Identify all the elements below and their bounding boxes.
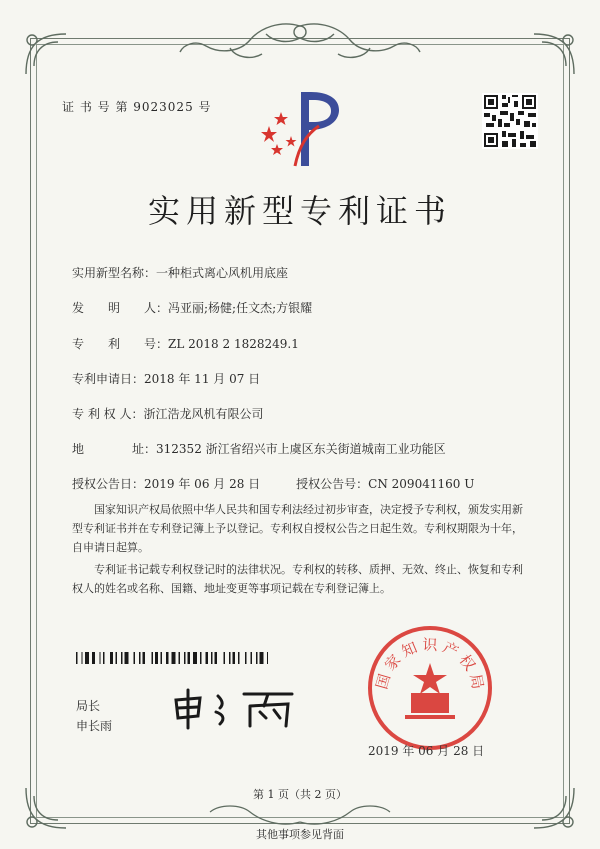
field-label: 授权公告日： bbox=[72, 477, 145, 491]
seal-date: 2019 年 06 月 28 日 bbox=[368, 744, 485, 758]
patent-office-logo bbox=[255, 86, 347, 172]
patent-number-row bbox=[72, 335, 299, 352]
field-value: 2018 年 11 月 07 日 bbox=[144, 372, 261, 386]
inventor-row bbox=[72, 299, 312, 316]
field-label: 地 址： bbox=[72, 442, 157, 456]
seal-text: 国家知识产权局 bbox=[372, 635, 488, 695]
corner-ornament-top-left bbox=[18, 26, 74, 82]
field-label: 专利申请日： bbox=[72, 372, 145, 386]
page-number: 第 1 页（共 2 页） bbox=[253, 788, 347, 801]
field-value: 2019 年 06 月 28 日 授权公告号：CN 209041160 U bbox=[144, 477, 475, 491]
footer-note: 其他事项参见背面 bbox=[256, 828, 344, 841]
utility-model-name-row bbox=[72, 264, 288, 281]
official-seal bbox=[365, 623, 495, 753]
application-date-row bbox=[72, 370, 260, 387]
grant-announcement-row bbox=[72, 475, 474, 492]
address-row bbox=[72, 440, 446, 457]
certificate-number: 证 书 号 第 9023025 号 bbox=[62, 100, 212, 114]
grant-statement-paragraph: 国家知识产权局依照中华人民共和国专利法经过初步审查，决定授予专利权，颁发实用新型专利证书并在专利登记簿上予以登记。专利权自授权公告之日起生效。专利权期限为十年，自申请日起算。 bbox=[72, 503, 523, 554]
legal-status-paragraph: 专利证书记载专利权登记时的法律状况。专利权的转移、质押、无效、终止、恢复和专利权人的姓名或名称、国籍、地址变更等事项记载在专利登记簿上。 bbox=[72, 563, 523, 595]
document-title: 实用新型专利证书 bbox=[147, 192, 452, 230]
patentee-row bbox=[72, 405, 263, 422]
director-title: 局长 bbox=[76, 699, 101, 713]
corner-ornament-top-right bbox=[526, 26, 582, 82]
field-label: 发 明 人： bbox=[72, 301, 169, 315]
field-value: ZL 2018 2 1828249.1 bbox=[168, 337, 299, 351]
field-value: 冯亚丽;杨健;任文杰;方银耀 bbox=[168, 301, 313, 315]
field-label: 专 利 权 人： bbox=[72, 407, 144, 421]
director-signature bbox=[170, 686, 300, 730]
top-ornament bbox=[170, 18, 430, 66]
field-label: 专 利 号： bbox=[72, 337, 169, 351]
field-value: 一种柜式离心风机用底座 bbox=[156, 266, 289, 280]
qr-code bbox=[482, 93, 538, 149]
field-value: 浙江浩龙风机有限公司 bbox=[143, 407, 264, 421]
field-value: 312352 浙江省绍兴市上虞区东关街道城南工业功能区 bbox=[156, 442, 446, 456]
director-name: 申长雨 bbox=[76, 719, 113, 733]
field-label: 实用新型名称： bbox=[72, 266, 157, 280]
barcode bbox=[76, 652, 322, 664]
